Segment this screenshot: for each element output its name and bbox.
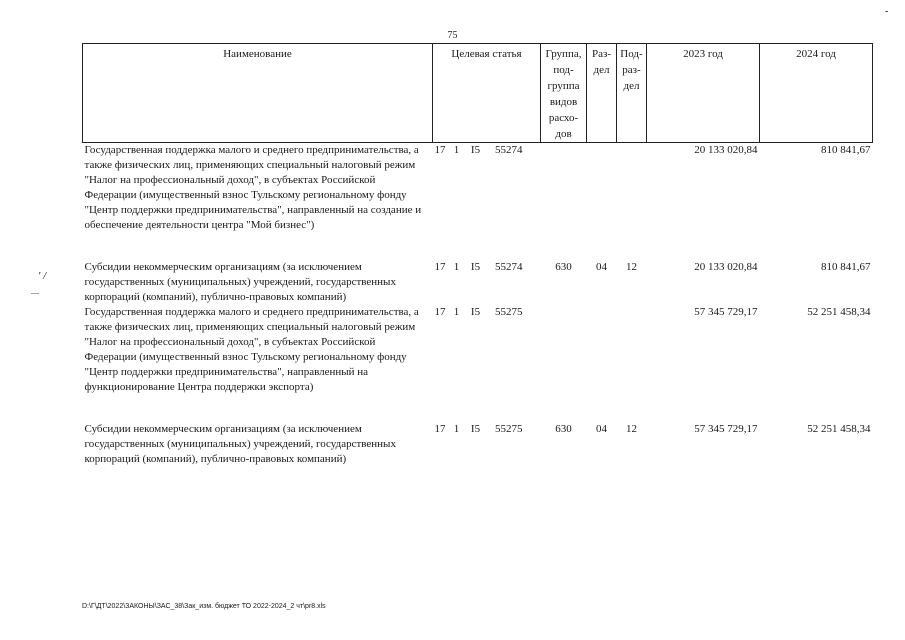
header-expense-group-line: под- <box>553 64 574 76</box>
table-row <box>83 143 873 261</box>
header-section <box>587 44 617 143</box>
row-subsection: 12 <box>626 423 637 435</box>
table-row <box>83 260 873 305</box>
row-subsection <box>617 305 647 422</box>
table-row <box>83 305 873 422</box>
corner-mark: - <box>885 6 889 17</box>
header-section-line: Раз- <box>591 48 611 60</box>
row-amount-2024: 52 251 458,34 <box>807 306 871 318</box>
code-subprogram: 1 <box>453 261 460 273</box>
row-section: 04 <box>596 261 607 273</box>
row-subsection <box>617 143 647 261</box>
header-subsection-line: Под- <box>620 48 643 60</box>
header-name: Наименование <box>83 44 433 143</box>
row-expense-type: 630 <box>555 261 572 273</box>
code-direction: 55274 <box>495 144 523 156</box>
code-direction: 55275 <box>495 423 523 435</box>
row-section: 04 <box>596 423 607 435</box>
header-expense-group-line: видов <box>549 96 578 108</box>
row-name: Государственная поддержка малого и среднего предпринимательства, а также физических лиц, применяющих специальный налоговый режим "Налог на профессиональный доход", в субъектах Российской Федерации (имущественный взнос Тульскому региональному фонду "Центр поддержки предпринимательства", направленный на создание и обеспечение деятельности центра "Мой бизнес") <box>84 144 422 231</box>
code-program: 17 <box>434 261 446 273</box>
header-subsection-line: дел <box>623 80 640 92</box>
row-amount-2023: 57 345 729,17 <box>694 423 758 435</box>
budget-table <box>82 43 873 467</box>
margin-mark: ' / <box>38 270 47 282</box>
code-subprogram: 1 <box>453 423 460 435</box>
row-name: Государственная поддержка малого и среднего предпринимательства, а также физических лиц, применяющих специальный налоговый режим "Налог на профессиональный доход", в субъектах Российской Федерации (имущественный взнос Тульскому региональному фонду "Центр поддержки предпринимательства", направленный на функционирование Центра поддержки экспорта) <box>84 306 419 393</box>
code-program: 17 <box>434 306 446 318</box>
header-section-line: дел <box>593 64 610 76</box>
file-path-footer: D:\Г\ДТ\2022\ЗАКОНЫ\ЗАС_38\Зак_изм. бюджет ТО 2022-2024_2 чт\pr8.xls <box>82 603 326 610</box>
margin-dash: — <box>31 288 39 297</box>
header-expense-group-line: расхо- <box>548 112 579 124</box>
row-amount-2024: 52 251 458,34 <box>807 423 871 435</box>
code-program: 17 <box>434 423 446 435</box>
code-program: 17 <box>434 144 446 156</box>
header-expense-group-line: группа <box>547 80 580 92</box>
row-expense-type <box>541 305 587 422</box>
header-subsection-line: раз- <box>622 64 641 76</box>
row-target-code <box>433 305 541 422</box>
row-amount-2024: 810 841,67 <box>821 261 871 273</box>
code-project: I5 <box>470 144 481 156</box>
header-target-article: Целевая статья <box>433 44 541 143</box>
header-expense-group-line: дов <box>555 128 572 140</box>
row-amount-2023: 20 133 020,84 <box>694 144 758 156</box>
row-amount-2023: 20 133 020,84 <box>694 261 758 273</box>
header-year-2023: 2023 год <box>647 44 760 143</box>
table-row <box>83 422 873 467</box>
row-target-code <box>433 143 541 261</box>
code-project: I5 <box>470 423 481 435</box>
row-expense-type <box>541 143 587 261</box>
row-section <box>587 143 617 261</box>
row-expense-type: 630 <box>555 423 572 435</box>
code-subprogram: 1 <box>453 144 460 156</box>
code-subprogram: 1 <box>453 306 460 318</box>
row-amount-2024: 810 841,67 <box>821 144 871 156</box>
row-subsection: 12 <box>626 261 637 273</box>
code-project: I5 <box>470 261 481 273</box>
code-direction: 55274 <box>495 261 523 273</box>
code-direction: 55275 <box>495 306 523 318</box>
table-header-row <box>83 44 873 143</box>
row-target-code <box>433 422 541 467</box>
header-expense-group-line: Группа, <box>545 48 582 60</box>
header-year-2024: 2024 год <box>760 44 873 143</box>
header-expense-group <box>541 44 587 143</box>
header-subsection <box>617 44 647 143</box>
row-name: Субсидии некоммерческим организациям (за исключением государственных (муниципальных) учреждений, государственных корпораций (компаний), публично-правовых компаний) <box>84 423 396 465</box>
row-target-code <box>433 260 541 305</box>
row-amount-2023: 57 345 729,17 <box>694 306 758 318</box>
row-section <box>587 305 617 422</box>
row-name: Субсидии некоммерческим организациям (за исключением государственных (муниципальных) учреждений, государственных корпораций (компаний), публично-правовых компаний) <box>84 261 396 303</box>
code-project: I5 <box>470 306 481 318</box>
page-number: 75 <box>447 30 458 41</box>
